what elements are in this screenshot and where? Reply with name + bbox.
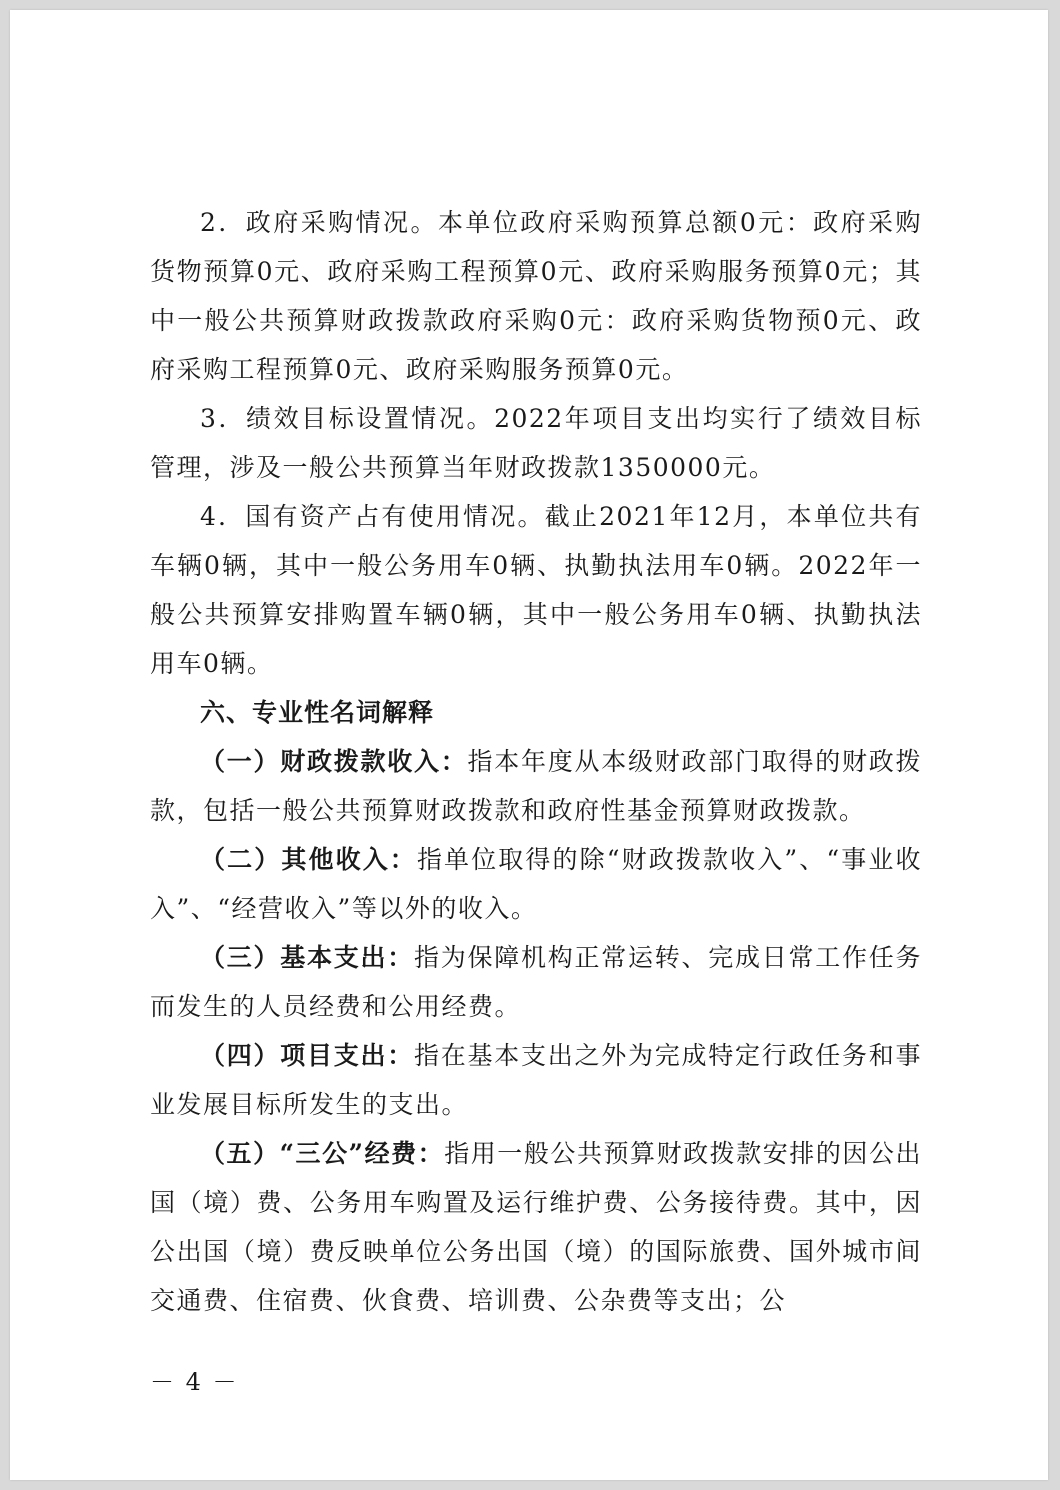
paragraph-state-assets: 4．国有资产占有使用情况。截止2021年12月，本单位共有车辆0辆，其中一般公务用车0辆、执勤执法用车0辆。2022年一般公共预算安排购置车辆0辆，其中一般公务用车0辆、执勤执法用车0辆。 bbox=[150, 502, 922, 678]
definition-three-public-expenses bbox=[150, 1129, 922, 1325]
document-body bbox=[150, 198, 922, 1325]
definition-term: （四）项目支出： bbox=[200, 1041, 414, 1070]
definition-text: 指用一般公共预算财政拨款安排的因公出国（境）费、公务用车购置及运行维护费、公务接待费。其中，因公出国（境）费反映单位公务出国（境）的国际旅费、国外城市间交通费、住宿费、伙食费、培训费、公杂费等支出；公 bbox=[150, 1139, 922, 1315]
document-page bbox=[10, 10, 1048, 1480]
definition-term: （一）财政拨款收入： bbox=[200, 747, 468, 776]
definition-project-expenditure bbox=[150, 1031, 922, 1129]
definition-other-income bbox=[150, 835, 922, 933]
definition-basic-expenditure bbox=[150, 933, 922, 1031]
definition-text: 指为保障机构正常运转、完成日常工作任务而发生的人员经费和公用经费。 bbox=[150, 943, 922, 1021]
definition-text: 指在基本支出之外为完成特定行政任务和事业发展目标所发生的支出。 bbox=[150, 1041, 922, 1119]
page-number: － 4 － bbox=[150, 1368, 239, 1396]
paragraph-gov-procurement: 2．政府采购情况。本单位政府采购预算总额0元：政府采购货物预算0元、政府采购工程预算0元、政府采购服务预算0元；其中一般公共预算财政拨款政府采购0元：政府采购货物预0元、政府采购工程预算0元、政府采购服务预算0元。 bbox=[150, 208, 922, 384]
definition-text: 指本年度从本级财政部门取得的财政拨款，包括一般公共预算财政拨款和政府性基金预算财政拨款。 bbox=[150, 747, 922, 825]
definition-term: （三）基本支出： bbox=[200, 943, 414, 972]
section-heading-terms: 六、专业性名词解释 bbox=[200, 698, 435, 727]
definition-term: （二）其他收入： bbox=[200, 845, 417, 874]
definition-term: （五）“三公”经费： bbox=[200, 1139, 445, 1168]
definition-text: 指单位取得的除“财政拨款收入”、“事业收入”、“经营收入”等以外的收入。 bbox=[150, 845, 922, 923]
paragraph-performance-targets: 3．绩效目标设置情况。2022年项目支出均实行了绩效目标管理，涉及一般公共预算当年财政拨款1350000元。 bbox=[150, 404, 922, 482]
definition-fiscal-appropriation-income bbox=[150, 737, 922, 835]
